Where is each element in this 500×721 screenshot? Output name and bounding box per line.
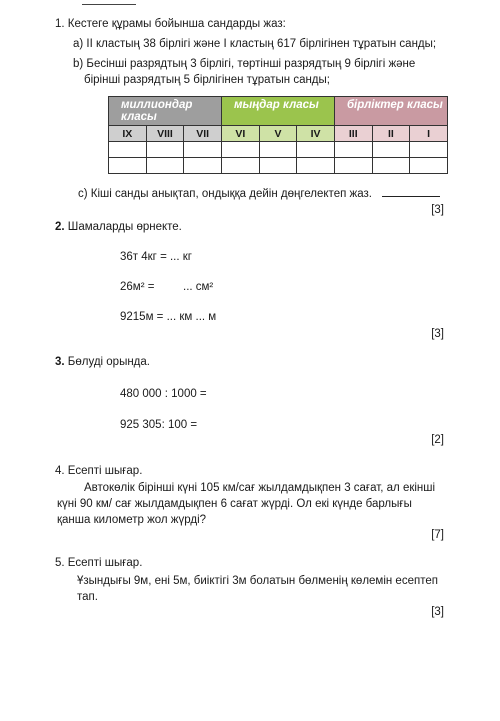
task2-line1: 36т 4кг = ... кг (120, 251, 192, 263)
top-cut-line (82, 0, 136, 5)
task2-line3: 9215м = ... км ... м (120, 311, 217, 323)
task3-title: Бөлуді орында. (67, 356, 150, 368)
task2-line2-right: ... см² (183, 281, 214, 293)
answer-cell[interactable] (221, 142, 259, 158)
class-thousands: мыңдар класы (221, 97, 334, 126)
digit-header: III (334, 126, 372, 142)
task1-part-a: а) II кластың 38 бірлігі және I кластың 617 бірлігінен тұратын санды; (73, 38, 437, 50)
answer-cell[interactable] (297, 158, 335, 174)
task5-line1: Ұзындығы 9м, ені 5м, биіктігі 3м болатын бөлменің көлемін есептеп (77, 575, 438, 587)
answer-row (109, 142, 448, 158)
task1-part-b-line2: бірінші разрядтың 5 бірлігінен тұратын санды; (84, 74, 330, 86)
answer-blank-line[interactable] (382, 196, 440, 197)
answer-cell[interactable] (372, 158, 410, 174)
task4-title: 4. Есепті шығар. (55, 465, 143, 477)
task4-marks: [7] (431, 529, 444, 541)
task3-marks: [2] (431, 434, 444, 446)
digit-header: II (372, 126, 410, 142)
task4-line1: Автокөлік бірінші күні 105 км/сағ жылдамдықпен 3 сағат, ал екінші (84, 482, 436, 494)
answer-cell[interactable] (184, 158, 222, 174)
task2-title: Шамаларды өрнекте. (67, 221, 182, 233)
digit-header: IX (109, 126, 147, 142)
answer-cell[interactable] (334, 142, 372, 158)
task2-number: 2. (55, 221, 65, 233)
answer-cell[interactable] (259, 158, 297, 174)
answer-cell[interactable] (410, 142, 448, 158)
class-units: бірліктер класы (334, 97, 447, 126)
answer-cell[interactable] (334, 158, 372, 174)
answer-cell[interactable] (184, 142, 222, 158)
task1-part-c: c) Кіші санды анықтап, ондыққа дейін дөңгелектеп жаз. (78, 188, 372, 200)
answer-cell[interactable] (146, 142, 184, 158)
task2-marks: [3] (431, 328, 444, 340)
task1-part-b-line1: b) Бесінші разрядтың 3 бірлігі, төртінші разрядтың 9 бірлігі және (73, 58, 416, 70)
digit-header: VI (221, 126, 259, 142)
answer-cell[interactable] (259, 142, 297, 158)
digit-header: IV (297, 126, 335, 142)
task4-line3: қанша километр жол жүрді? (57, 514, 207, 526)
class-row (109, 97, 448, 126)
task5-line2: тап. (77, 591, 98, 603)
task1-marks: [3] (431, 204, 444, 216)
task5-marks: [3] (431, 606, 444, 618)
digit-header: VII (184, 126, 222, 142)
answer-cell[interactable] (221, 158, 259, 174)
answer-cell[interactable] (410, 158, 448, 174)
answer-cell[interactable] (297, 142, 335, 158)
task3-number: 3. (55, 356, 65, 368)
answer-cell[interactable] (372, 142, 410, 158)
answer-row (109, 158, 448, 174)
task1-title: 1. Кестеге құрамы бойынша сандарды жаз: (55, 18, 286, 30)
digit-header: I (410, 126, 448, 142)
answer-cell[interactable] (109, 158, 147, 174)
answer-cell[interactable] (146, 158, 184, 174)
task4-line2: күні 90 км/ сағ жылдамдықпен 6 сағат жүрді. Ол екі күнде барлығы (57, 498, 412, 510)
class-millions: миллиондар класы (109, 97, 222, 126)
digit-row (109, 126, 448, 142)
task2-line2-left: 26м² = (120, 281, 155, 293)
task3-line2: 925 305: 100 = (120, 419, 198, 431)
digit-header: V (259, 126, 297, 142)
task5-title: 5. Есепті шығар. (55, 557, 143, 569)
task3-line1: 480 000 : 1000 = (120, 388, 207, 400)
digit-header: VIII (146, 126, 184, 142)
answer-cell[interactable] (109, 142, 147, 158)
place-value-table (108, 96, 448, 174)
